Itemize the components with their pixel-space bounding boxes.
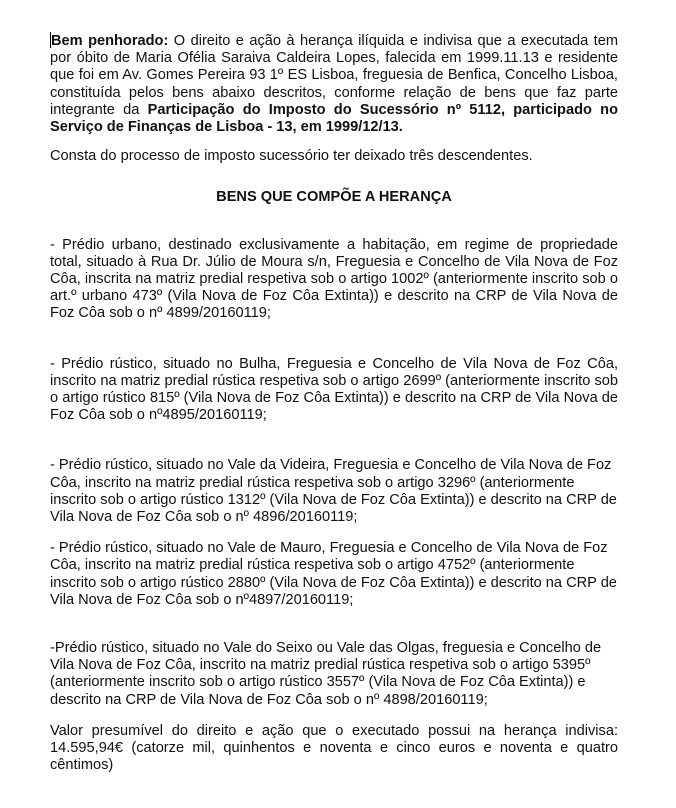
asset-item-1: - Prédio urbano, destinado exclusivamente a habitação, em regime de propriedade total, situado à Rua Dr. Júlio de Moura s/n, Freguesia e Concelho de Vila Nova de Foz Côa, inscrita na matriz predial respetiva sob o artigo 1002º (anteriormente inscrito sob o art.º urbano 473º (Vila Nova de Foz Côa Extinta)) e descrito na CRP de Vila Nova de Foz Côa sob o nº 4899/20160119; (50, 236, 618, 322)
asset-item-4: - Prédio rústico, situado no Vale de Mauro, Freguesia e Concelho de Vila Nova de Foz Côa, inscrito na matriz predial rústica respetiva sob o artigo 4752º (anteriormente inscrito sob o artigo rústico 2880º (Vila Nova de Foz Côa Extinta)) e descrito na CRP de Vila Nova de Foz Côa sob o nº4897/20160119; (50, 540, 617, 608)
document-page (50, 32, 618, 775)
asset-item-3: - Prédio rústico, situado no Vale da Videira, Freguesia e Concelho de Vila Nova de Foz Côa, inscrito na matriz predial rústica respetiva sob o artigo 3296º (anteriormente inscrito sob o artigo rústico 1312º (Vila Nova de Foz Côa Extinta)) e descrito na CRP de Vila Nova de Foz Côa sob o nº 4896/20160119; (50, 457, 617, 526)
asset-item-5: -Prédio rústico, situado no Vale do Seixo ou Vale das Olgas, freguesia e Concelho de Vila Nova de Foz Côa, inscrito na matriz predial rústica respetiva sob o artigo 5395º (anteriormente inscrito sob o artigo rústico 3557º (Vila Nova de Foz Côa Extinta)) e descrito na CRP de Vila Nova de Foz Côa sob o nº 4898/20160119; (50, 640, 602, 708)
intro-text: O direito e ação à herança ilíquida e indivisa que a executada tem por óbito de Maria Ofélia Saraiva Caldeira Lopes, falecida em 1999.11.13 e residente que foi em Av. Gomes Pereira 93 1º ES Lisboa, freguesia de Benfica, Concelho Lisboa, constituída pelos bens abaixo descritos, conforme relação de bens que faz parte integrante da (50, 33, 618, 118)
value-paragraph: Valor presumível do direito e ação que o executado possui na herança indivisa: 14.595,94€ (catorze mil, quinhentos e noventa e cinco euros e noventa e quatro cêntimos) (50, 722, 618, 774)
section-heading: BENS QUE COMPÕE A HERANÇA (216, 189, 452, 206)
intro-bold-reference: Participação do Imposto do Sucessório nº 5112, participado no Serviço de Finanças de Lisboa - 13, em 1999/12/13. (50, 101, 618, 136)
asset-item-2: - Prédio rústico, situado no Bulha, Freguesia e Concelho de Vila Nova de Foz Côa, inscrito na matriz predial rústica respetiva sob o artigo 2699º (anteriormente inscrito sob o artigo rústico 815º (Vila Nova de Foz Côa Extinta)) e descrito na CRP de Vila Nova de Foz Côa sob o nº4895/20160119; (50, 355, 618, 424)
descendants-paragraph: Consta do processo de imposto sucessório ter deixado três descendentes. (50, 148, 533, 165)
intro-paragraph (50, 32, 618, 136)
intro-label: Bem penhorado: (51, 33, 169, 49)
